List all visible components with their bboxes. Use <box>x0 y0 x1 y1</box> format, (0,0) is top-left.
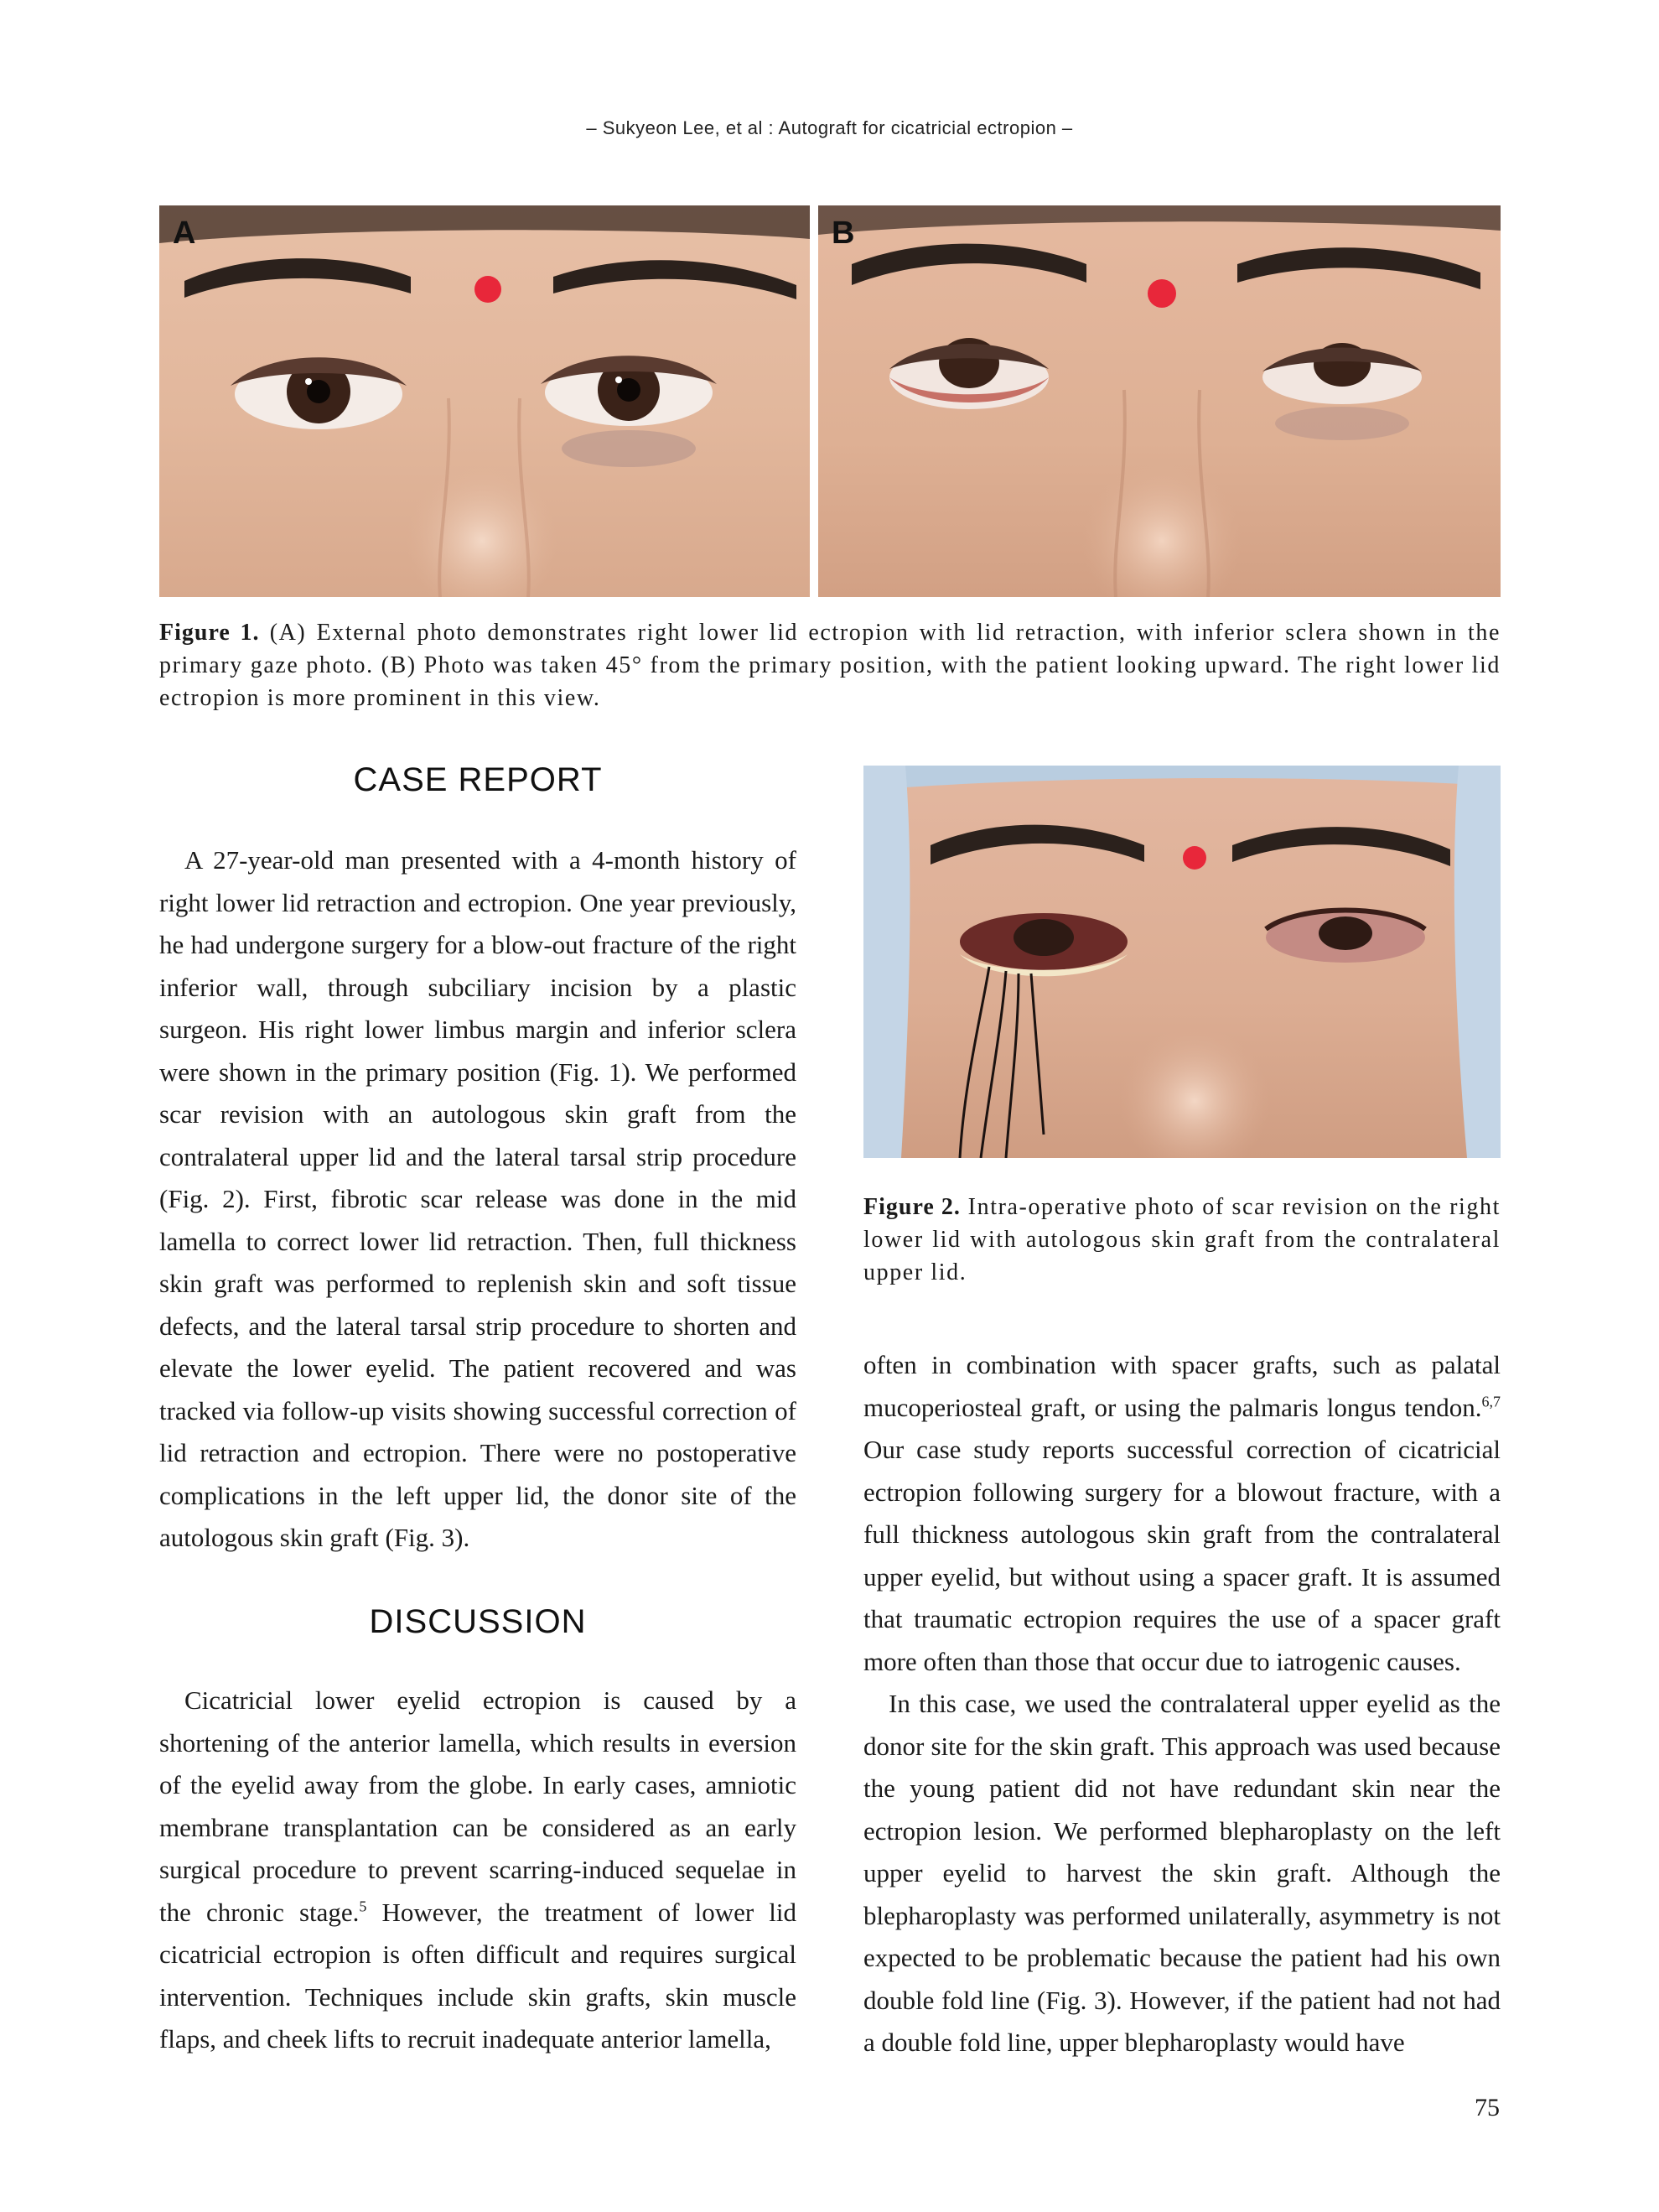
running-head: – Sukyeon Lee, et al : Autograft for cicatricial ectropion – <box>586 117 1073 138</box>
figure2-caption <box>863 1191 1501 1289</box>
discussion-p2-text-a: often in combination with spacer grafts, such as palatal mucoperiosteal graft, or using the palmaris longus tendon. <box>863 1350 1501 1422</box>
discussion-p2-text-b: Our case study reports successful correction of cicatricial ectropion following surgery for a blowout fracture, with a full thickness autologous skin graft from the contralateral upper eyelid, but without using a spacer graft. It is assumed that traumatic ectropion requires the use of a spacer graft more often than those that occur due to iatrogenic causes. <box>863 1435 1501 1676</box>
discussion-body-left <box>159 1680 796 2061</box>
figure1-panel-b <box>818 205 1501 597</box>
discussion-paragraph-2 <box>863 1344 1501 1683</box>
discussion-paragraph-3: In this case, we used the contralateral upper eyelid as the donor site for the skin graft. This approach was used because the young patient did not have redundant skin near the ectropion lesion. We performed blepharoplasty on the left upper eyelid to harvest the skin graft. Although the blepharoplasty was performed unilaterally, asymmetry is not expected to be problematic because the patient had his own double fold line (Fig. 3). However, if the patient had not had a double fold line, upper blepharoplasty would have <box>863 1689 1501 2057</box>
figure1-caption-text: (A) External photo demonstrates right lower lid ectropion with lid retraction, with inferior sclera shown in the primary gaze photo. (B) Photo was taken 45° from the primary position, with the patient looking upward. The right lower lid ectropion is more prominent in this view. <box>159 620 1501 711</box>
panel-letter-a: A <box>173 215 196 251</box>
discussion-p1-text-a: Cicatricial lower eyelid ectropion is caused by a shortening of the anterior lamella, which results in eversion of the eyelid away from the globe. In early cases, amniotic membrane transplantation can be considered as an early surgical procedure to prevent scarring-induced sequelae in the chronic stage. <box>159 1685 796 1927</box>
face-photo-primary-gaze-icon <box>159 205 810 597</box>
page-number: 75 <box>1475 2094 1500 2121</box>
discussion-heading: DISCUSSION <box>369 1603 587 1640</box>
panel-letter-b: B <box>832 215 855 251</box>
discussion-paragraph-1 <box>159 1680 796 2061</box>
face-photo-upward-gaze-icon <box>818 205 1501 597</box>
citation-5: 5 <box>359 1898 367 1915</box>
figure1-caption <box>159 616 1501 714</box>
figure1-panel-a <box>159 205 810 597</box>
case-report-paragraph: A 27-year-old man presented with a 4-month history of right lower lid retraction and ectropion. One year previously, he had undergone surgery for a blow-out fracture of the right inferior wall, through subciliary incision by a plastic surgeon. His right lower limbus margin and inferior sclera were shown in the primary position (Fig. 1). We performed scar revision with an autologous skin graft from the contralateral upper lid and the lateral tarsal strip procedure (Fig. 2). First, fibrotic scar release was done in the mid lamella to correct lower lid retraction. Then, full thickness skin graft was performed to replenish skin and soft tissue defects, and the lateral tarsal strip procedure to shorten and elevate the lower eyelid. The patient recovered and was tracked via follow-up visits showing successful correction of lid retraction and ectropion. There were no postoperative complications in the left upper lid, the donor site of the autologous skin graft (Fig. 3). <box>159 845 796 1552</box>
case-report-heading: CASE REPORT <box>353 761 603 798</box>
discussion-p1-text-b: However, the treatment of lower lid cicatricial ectropion is often difficult and requires surgical intervention. Techniques include skin grafts, skin muscle flaps, and cheek lifts to recruit inadequate anterior lamella, <box>159 1897 796 2054</box>
intraoperative-photo-icon <box>863 766 1501 1158</box>
figure1-caption-label: Figure 1. <box>159 620 260 646</box>
figure2-photo <box>863 766 1501 1158</box>
citation-6-7: 6,7 <box>1481 1393 1501 1410</box>
case-report-body <box>159 839 796 1560</box>
figure2-caption-label: Figure 2. <box>863 1194 961 1220</box>
figure2-caption-text: Intra-operative photo of scar revision on the right lower lid with autologous skin graft from the contralateral upper lid. <box>863 1194 1501 1285</box>
discussion-body-right <box>863 1344 1501 2064</box>
